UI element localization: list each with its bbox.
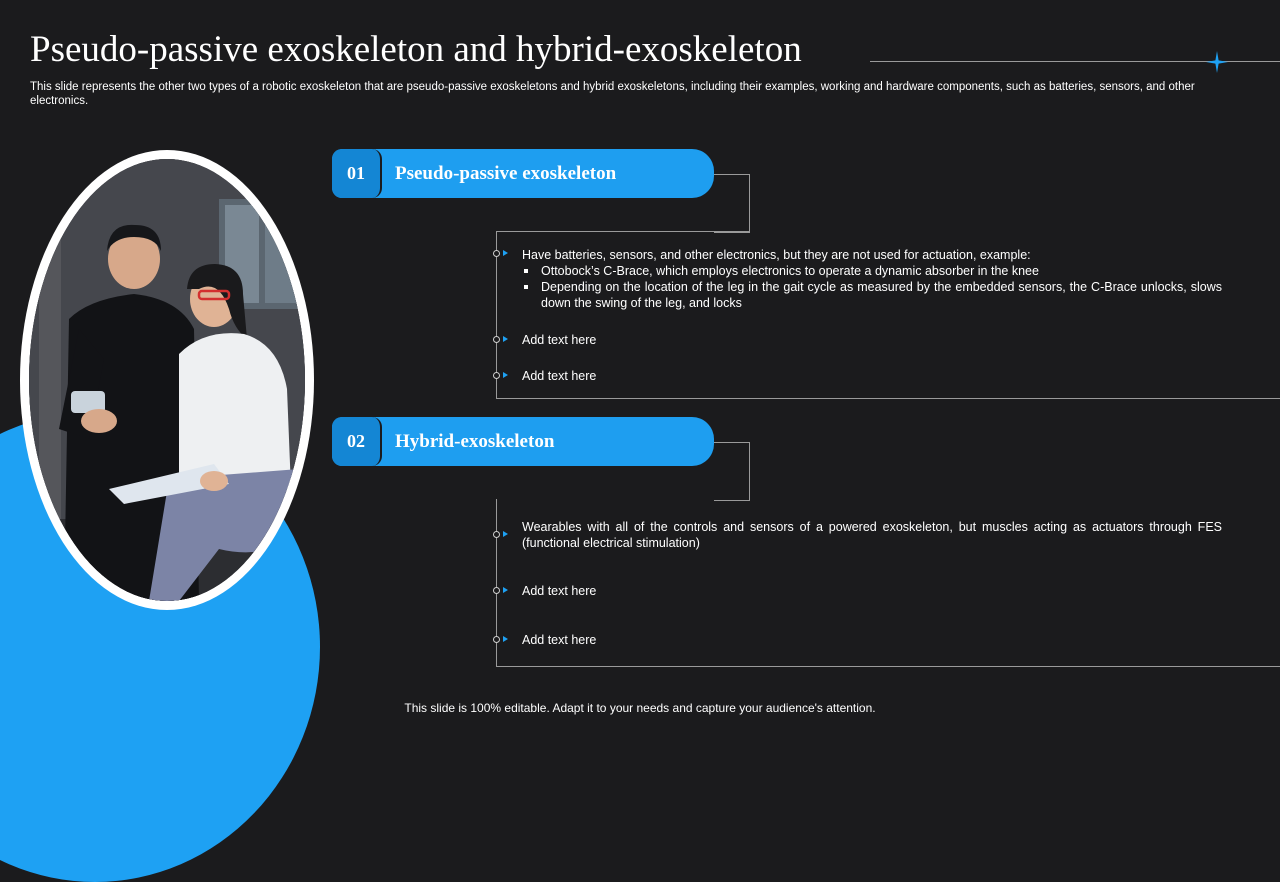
- item-text: Have batteries, sensors, and other electronics, but they are not used for actuation, example:: [522, 248, 1031, 262]
- section-2-item-2: Add text here: [522, 584, 597, 598]
- section-1-item-1: [522, 247, 1222, 311]
- connector-line: [714, 442, 750, 501]
- section-2-item-3: Add text here: [522, 633, 597, 647]
- section-number-02: 02: [332, 417, 382, 466]
- sparkle-icon: [1205, 50, 1229, 74]
- bullet-node: [493, 636, 500, 643]
- bullet-node: [493, 531, 500, 538]
- section-2-item-1: Wearables with all of the controls and sensors of a powered exoskeleton, but muscles acting as actuators through FES (functional electrical stimulation): [522, 520, 1222, 550]
- connector-line: [714, 174, 750, 233]
- footer-note: This slide is 100% editable. Adapt it to your needs and capture your audience's attention.: [404, 701, 876, 715]
- section-title-pseudo-passive: Pseudo-passive exoskeleton: [395, 163, 617, 184]
- section-1-item-2: Add text here: [522, 333, 597, 347]
- bullet-node: [493, 250, 500, 257]
- sub-bullet: Depending on the location of the leg in the gait cycle as measured by the embedded sensors, the C-Brace unlocks, slows down the swing of the leg, and locks: [522, 279, 1222, 311]
- bullet-arrow-icon: [503, 531, 508, 537]
- section-title-hybrid: Hybrid-exoskeleton: [395, 431, 555, 452]
- section-header-pseudo-passive: [332, 149, 714, 198]
- bullet-node: [493, 336, 500, 343]
- bullet-arrow-icon: [503, 372, 508, 378]
- bullet-arrow-icon: [503, 336, 508, 342]
- bullet-node: [493, 587, 500, 594]
- bullet-arrow-icon: [503, 587, 508, 593]
- people-photo: [29, 159, 305, 601]
- bullet-arrow-icon: [503, 250, 508, 256]
- slide-title: Pseudo-passive exoskeleton and hybrid-exoskeleton: [30, 29, 802, 70]
- section-header-hybrid: [332, 417, 714, 466]
- bullet-node: [493, 372, 500, 379]
- section-number-01: 01: [332, 149, 382, 198]
- slide-subtitle: This slide represents the other two types of a robotic exoskeleton that are pseudo-passive exoskeletons and hybrid exoskeletons, including their examples, working and hardware components, such as batteries, sensors, and other electronics.: [30, 81, 1195, 107]
- sub-bullet: Ottobock’s C-Brace, which employs electronics to operate a dynamic absorber in the knee: [522, 263, 1222, 279]
- bullet-arrow-icon: [503, 636, 508, 642]
- section-1-item-3: Add text here: [522, 369, 597, 383]
